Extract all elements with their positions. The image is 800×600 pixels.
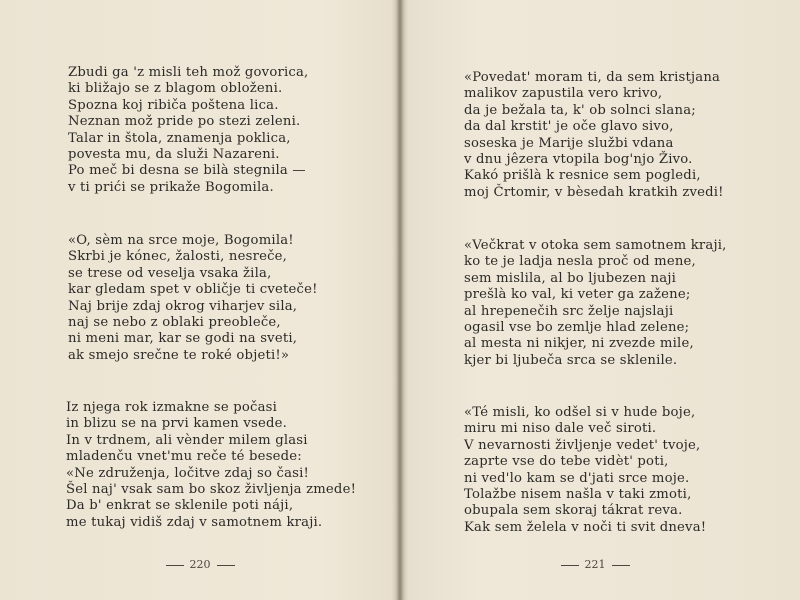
verse-line: ni ved'lo kam se d'jati srce moje. — [464, 470, 690, 486]
verse-line: In v trdnem, ali vènder milem glasi — [66, 432, 308, 448]
dash-ornament — [561, 565, 579, 566]
verse-line: Kakó prišlà k resnice sem pogledi, — [464, 168, 701, 184]
verse-line: ki bližajo se z blagom obloženi. — [68, 81, 283, 97]
verse-line: kar gledam spet v obličje ti cveteče! — [68, 282, 318, 298]
stanza-2 — [68, 233, 318, 364]
verse-line: prešlà ko val, ki veter ga zažene; — [464, 287, 691, 303]
page-number-left — [140, 558, 260, 571]
dash-ornament — [612, 565, 630, 566]
verse-line: miru mi niso dale več siroti. — [464, 421, 657, 437]
verse-line: da dal krstit' je oče glavo sivo, — [464, 119, 674, 135]
verse-line: moj Črtomir, v bèsedah kratkih zvedi! — [464, 184, 724, 200]
stanza-4 — [464, 70, 724, 201]
verse-line: Talar in štola, znamenja poklica, — [68, 130, 291, 146]
verse-line: «Povedat' moram ti, da sem kristjana — [464, 70, 721, 85]
verse-line: Šel naj' vsak sam bo skoz življenja zmede! — [66, 482, 357, 498]
verse-line: al hrepenečih src želje najslaji — [464, 303, 674, 319]
verse-line: ni meni mar, kar se godi na sveti, — [68, 331, 298, 347]
verse-line: Tolažbe nisem našla v taki zmoti, — [464, 487, 692, 503]
stanza-6 — [464, 405, 706, 536]
verse-line: se trese od veselja vsaka žila, — [68, 265, 272, 281]
verse-line: «Té misli, ko odšel si v hude boje, — [464, 405, 696, 420]
dash-ornament — [166, 565, 184, 566]
verse-line: ak smejo srečne te roké objeti!» — [68, 347, 290, 363]
stanza-3 — [66, 400, 356, 531]
verse-line: ko te je ladja nesla proč od mene, — [464, 254, 696, 270]
verse-line: Kak sem želela v noči ti svit dneva! — [464, 519, 707, 535]
dash-ornament — [217, 565, 235, 566]
verse-line: povesta mu, da služi Nazareni. — [68, 147, 280, 163]
verse-line: Naj brije zdaj okrog viharjev sila, — [68, 298, 298, 314]
verse-line: Da b' enkrat se sklenile poti náji, — [66, 498, 294, 514]
page-number-right — [535, 558, 655, 571]
verse-line: kjer bi ljubeča srca se sklenile. — [464, 352, 678, 368]
verse-line: malikov zapustila vero krivo, — [464, 86, 663, 102]
verse-line: «O, sèm na srce moje, Bogomila! — [68, 233, 294, 248]
verse-line: Neznan mož pride po stezi zeleni. — [68, 114, 301, 130]
verse-line: Iz njega rok izmakne se počasi — [66, 400, 278, 415]
verse-line: Skrbi je kónec, žalosti, nesreče, — [68, 249, 288, 265]
verse-line: v ti prići se prikaže Bogomila. — [68, 179, 274, 195]
verse-line: «Večkrat v otoka sem samotnem kraji, — [464, 238, 727, 253]
stanza-1 — [68, 65, 308, 196]
verse-line: soseska je Marije službi vdana — [464, 135, 674, 151]
verse-line: obupala sem skoraj tákrat reva. — [464, 503, 683, 519]
verse-line: naj se nebo z oblaki preobleče, — [68, 315, 281, 331]
verse-line: V nevarnosti življenje vedet' tvoje, — [464, 437, 701, 453]
verse-line: ogasil vse bo zemlje hlad zelene; — [464, 320, 690, 336]
verse-line: mladenču vnet'mu reče té besede: — [66, 449, 302, 465]
stanza-5 — [464, 238, 727, 369]
verse-line: in blizu se na prvi kamen vsede. — [66, 416, 288, 432]
verse-line: me tukaj vidiš zdaj v samotnem kraji. — [66, 514, 323, 530]
verse-line: Spozna koj ribiča poštena lica. — [68, 97, 279, 113]
verse-line: da je bežala ta, k' ob solnci slana; — [464, 102, 696, 118]
verse-line: «Ne združenja, ločitve zdaj so časi! — [66, 465, 310, 481]
verse-line: Zbudi ga 'z misli teh mož govorica, — [68, 65, 309, 80]
verse-line: al mesta ni nikjer, ni zvezde mile, — [464, 336, 694, 352]
page-number-text: 220 — [189, 558, 211, 571]
verse-line: Po meč bi desna se bilà stegnila — — [68, 163, 306, 179]
page-number-text: 221 — [584, 558, 606, 571]
verse-line: v dnu jêzera vtopila bog'njo Živo. — [464, 152, 693, 168]
verse-line: zaprte vse do tebe vidèt' poti, — [464, 454, 669, 470]
right-page — [400, 0, 800, 600]
verse-line: sem mislila, al bo ljubezen naji — [464, 270, 677, 286]
